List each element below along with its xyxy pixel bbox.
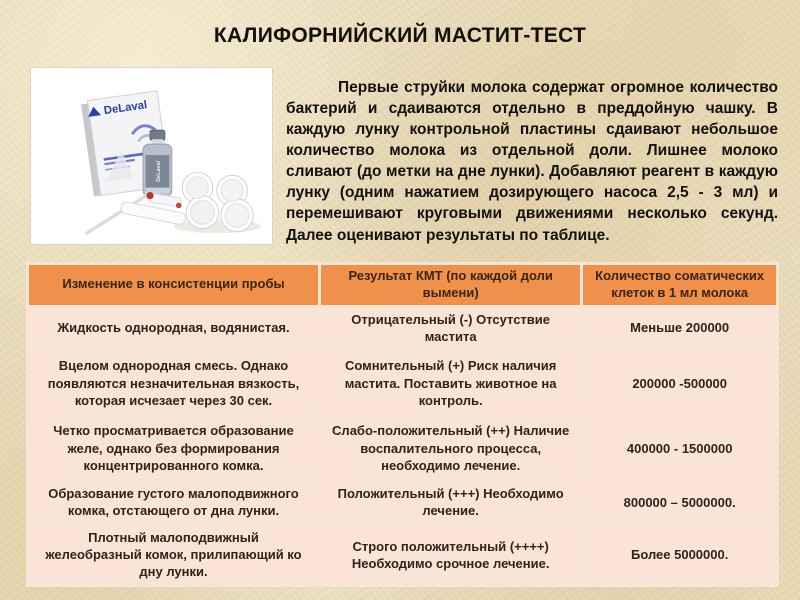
bottle-brand-label: DeLaval [155,160,162,182]
product-photo [30,67,273,245]
cell-result: Строго положительный (++++) Необходимо срочное лечение. [321,526,580,583]
cell-result: Отрицательный (-) Отсутствие мастита [321,308,580,348]
table-row [29,481,776,523]
table-row [29,526,776,583]
pump-connector-icon [146,192,153,199]
header-somatic-cell-count: Количество соматических клеток в 1 мл молока [583,265,776,305]
header-consistency-change: Изменение в консистенции пробы [29,265,318,305]
cell-count: Более 5000000. [583,526,776,583]
cell-count: 800000 – 5000000. [583,481,776,523]
pump-valve-icon [176,203,182,209]
cell-result: Положительный (+++) Необходимо лечение. [321,481,580,523]
table-row [29,418,776,478]
table-row [29,308,776,348]
cell-result: Сомнительный (+) Риск наличия мастита. Поставить животное на контроль. [321,351,580,415]
cell-consistency: Жидкость однородная, водянистая. [29,308,318,348]
cell-consistency: Образование густого малоподвижного комка, отстающего от дна лунки. [29,481,318,523]
table-row [29,351,776,415]
cell-count: 400000 - 1500000 [583,418,776,478]
cell-result: Слабо-положительный (++) Наличие воспалительного процесса, необходимо лечение. [321,418,580,478]
slide-title: КАЛИФОРНИЙСКИЙ МАСТИТ-ТЕСТ [213,24,587,47]
results-table [26,262,779,587]
box-brand-label: DeLaval [103,99,148,118]
cell-consistency: Четко просматривается образование желе, однако без формирования концентрированного комка. [29,418,318,478]
product-photo-illustration [31,68,272,244]
intro-paragraph: Первые струйки молока содержат огромное количество бактерий и сдаиваются отдельно в преддойную чашку. В каждую лунку контрольной пластины сдаивают небольшое количество молока из отдельной доли. Лишнее молоко сливают (до метки на дне лунки). Добавляют реагент в каждую лунку (одним нажатием дозирующего насоса 2,5 - 3 мл) и перемешивают круговыми движениями несколько секунд. Далее оценивают результаты по таблице. [286,79,778,244]
cell-count: 200000 -500000 [583,351,776,415]
header-cmt-result: Результат КМТ (по каждой доли вымени) [321,265,580,305]
table-header-row [29,265,776,305]
cell-consistency: Вцелом однородная смесь. Однако появляются незначительная вязкость, которая исчезает через 30 сек. [29,351,318,415]
cell-count: Меньше 200000 [583,308,776,348]
cell-consistency: Плотный малоподвижный желеобразный комок, прилипающий ко дну лунки. [29,526,318,583]
